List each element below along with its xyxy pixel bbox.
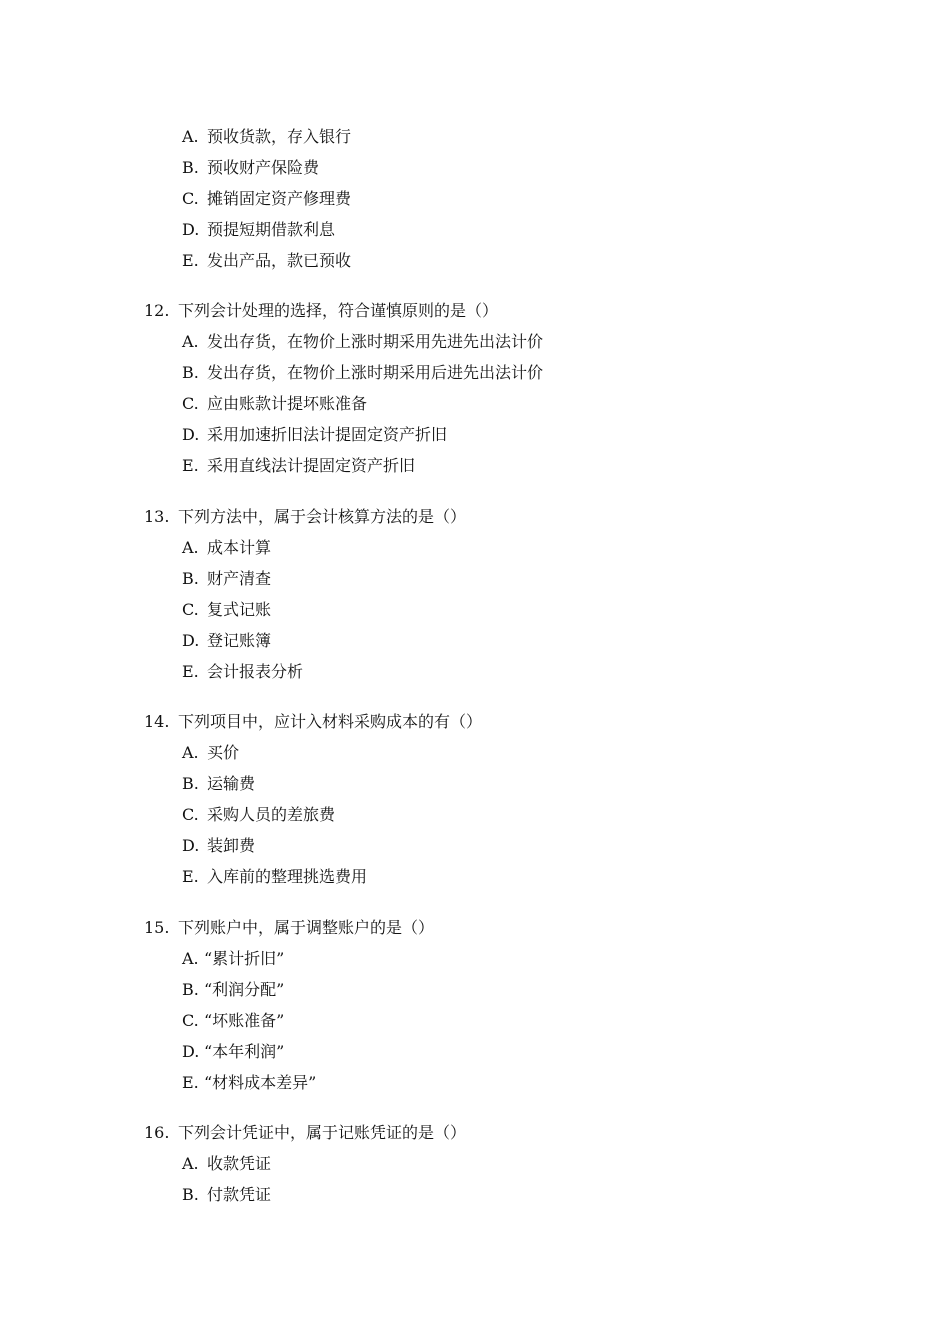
- option-text: 发出产品，款已预收: [207, 251, 352, 270]
- option-letter: B.: [182, 774, 199, 793]
- option-text: 复式记账: [207, 600, 272, 619]
- option-b: [0, 974, 950, 1005]
- option-c: [0, 388, 950, 419]
- question-stem: [0, 501, 950, 532]
- option-e: [0, 1067, 950, 1098]
- option-text: 采购人员的差旅费: [207, 805, 336, 824]
- option-text: “利润分配”: [204, 980, 285, 999]
- option-c: [0, 1005, 950, 1036]
- option-d: [0, 1036, 950, 1067]
- option-a: [0, 326, 950, 357]
- option-letter: A.: [182, 1154, 199, 1173]
- option-text: “坏账准备”: [204, 1011, 285, 1030]
- option-text: 预收货款，存入银行: [207, 127, 352, 146]
- option-letter: D.: [182, 1042, 200, 1061]
- option-e: [0, 656, 950, 687]
- option-text: “材料成本差异”: [204, 1073, 317, 1092]
- option-letter: C.: [182, 189, 199, 208]
- option-letter: A.: [182, 949, 199, 968]
- option-text: 摊销固定资产修理费: [207, 189, 352, 208]
- question-stem: [0, 295, 950, 326]
- option-a: [0, 943, 950, 974]
- option-text: 运输费: [207, 774, 256, 793]
- option-a: [0, 1148, 950, 1179]
- option-letter: E.: [182, 251, 199, 270]
- question-13: [0, 501, 950, 687]
- option-c: [0, 183, 950, 214]
- option-e: [0, 861, 950, 892]
- option-text: 预收财产保险费: [207, 158, 320, 177]
- option-letter: E.: [182, 456, 199, 475]
- option-letter: A.: [182, 332, 199, 351]
- option-text: 采用加速折旧法计提固定资产折旧: [207, 425, 448, 444]
- option-letter: C.: [182, 394, 199, 413]
- option-c: [0, 594, 950, 625]
- option-text: 会计报表分析: [207, 662, 304, 681]
- option-a: [0, 737, 950, 768]
- option-letter: B.: [182, 1185, 199, 1204]
- option-letter: C.: [182, 1011, 199, 1030]
- option-b: [0, 563, 950, 594]
- question-text: 下列账户中，属于调整账户的是（）: [178, 918, 435, 937]
- option-letter: E.: [182, 867, 199, 886]
- option-letter: B.: [182, 569, 199, 588]
- question-number: 14.: [144, 712, 170, 731]
- option-text: 应由账款计提坏账准备: [207, 394, 368, 413]
- option-letter: C.: [182, 600, 199, 619]
- question-number: 13.: [144, 507, 170, 526]
- option-text: 发出存货，在物价上涨时期采用先进先出法计价: [207, 332, 544, 351]
- option-d: [0, 625, 950, 656]
- option-letter: C.: [182, 805, 199, 824]
- option-letter: E.: [182, 662, 199, 681]
- question-stem: [0, 1117, 950, 1148]
- question-14: [0, 706, 950, 892]
- option-text: 收款凭证: [207, 1154, 272, 1173]
- option-text: “累计折旧”: [204, 949, 285, 968]
- option-letter: B.: [182, 980, 199, 999]
- option-b: [0, 357, 950, 388]
- option-text: 付款凭证: [207, 1185, 272, 1204]
- question-15: [0, 912, 950, 1098]
- option-d: [0, 419, 950, 450]
- option-letter: D.: [182, 836, 200, 855]
- option-e: [0, 245, 950, 276]
- option-text: 采用直线法计提固定资产折旧: [207, 456, 416, 475]
- option-a: [0, 121, 950, 152]
- option-text: “本年利润”: [204, 1042, 285, 1061]
- option-letter: A.: [182, 127, 199, 146]
- question-number: 12.: [144, 301, 170, 320]
- question-12: [0, 295, 950, 481]
- question-text: 下列方法中，属于会计核算方法的是（）: [178, 507, 467, 526]
- option-text: 预提短期借款利息: [207, 220, 336, 239]
- question-16: [0, 1117, 950, 1210]
- option-letter: A.: [182, 743, 199, 762]
- question-text: 下列会计处理的选择，符合谨慎原则的是（）: [178, 301, 499, 320]
- option-letter: B.: [182, 158, 199, 177]
- option-letter: B.: [182, 363, 199, 382]
- question-11-continued: [0, 121, 950, 276]
- option-text: 买价: [207, 743, 240, 762]
- question-stem: [0, 706, 950, 737]
- option-letter: D.: [182, 220, 200, 239]
- option-text: 登记账簿: [207, 631, 272, 650]
- option-text: 入库前的整理挑选费用: [207, 867, 368, 886]
- option-text: 财产清查: [207, 569, 272, 588]
- option-text: 成本计算: [207, 538, 272, 557]
- option-b: [0, 768, 950, 799]
- option-d: [0, 830, 950, 861]
- option-letter: D.: [182, 631, 200, 650]
- option-text: 装卸费: [207, 836, 256, 855]
- question-number: 16.: [144, 1123, 170, 1142]
- option-b: [0, 152, 950, 183]
- option-b: [0, 1179, 950, 1210]
- option-d: [0, 214, 950, 245]
- question-number: 15.: [144, 918, 170, 937]
- option-letter: D.: [182, 425, 200, 444]
- option-letter: E.: [182, 1073, 199, 1092]
- question-stem: [0, 912, 950, 943]
- option-letter: A.: [182, 538, 199, 557]
- question-text: 下列会计凭证中，属于记账凭证的是（）: [178, 1123, 467, 1142]
- option-c: [0, 799, 950, 830]
- option-a: [0, 532, 950, 563]
- question-text: 下列项目中，应计入材料采购成本的有（）: [178, 712, 483, 731]
- option-text: 发出存货，在物价上涨时期采用后进先出法计价: [207, 363, 544, 382]
- option-e: [0, 450, 950, 481]
